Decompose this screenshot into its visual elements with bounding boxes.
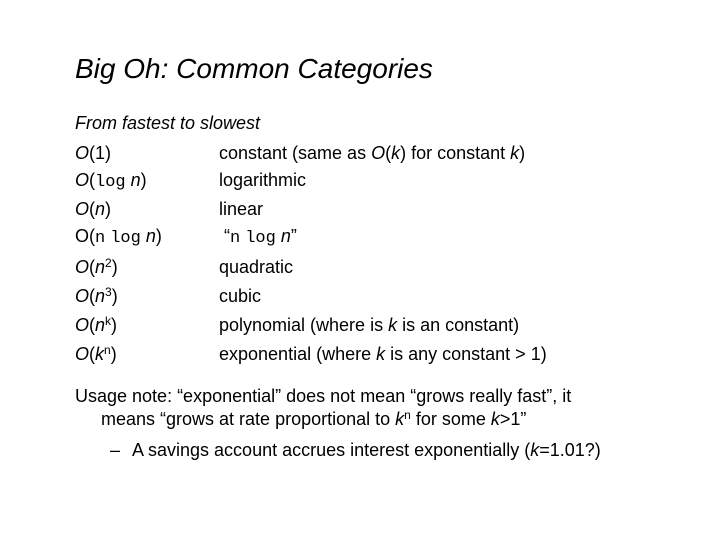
complexity-label: O(1) bbox=[75, 143, 112, 163]
complexity-label: O(log n) bbox=[75, 170, 147, 192]
subtitle: From fastest to slowest bbox=[75, 113, 261, 133]
complexity-label: $O(n^3)$ bbox=[75, 285, 118, 306]
complexity-description: constant (same as O(k) for constant k) bbox=[219, 143, 526, 163]
complexity-label: $O(n^k)$ bbox=[75, 314, 118, 335]
usage-note-line1: Usage note: “exponential” does not mean “grows really fast”, it bbox=[75, 386, 572, 406]
usage-note bbox=[75, 385, 695, 431]
complexity-description: quadratic bbox=[219, 257, 294, 277]
complexity-description: logarithmic bbox=[219, 170, 307, 190]
usage-note-line2: means “grows at rate proportional to $k^n$ for some k>1” bbox=[101, 408, 527, 429]
complexity-description: polynomial (where is k is an constant) bbox=[219, 315, 520, 335]
page-title: Big Oh: Common Categories bbox=[75, 53, 433, 84]
complexity-label: $O(k^n)$ bbox=[75, 343, 117, 364]
complexity-label: O(n) bbox=[75, 199, 112, 219]
dash-bullet: – bbox=[110, 440, 121, 460]
complexity-description: linear bbox=[219, 199, 264, 219]
complexity-description: “n log n” bbox=[224, 226, 297, 248]
complexity-label: $O(n^2)$ bbox=[75, 256, 118, 277]
complexity-label: O(n log n) bbox=[75, 226, 162, 248]
complexity-description: exponential (where k is any constant > 1) bbox=[219, 344, 547, 364]
sub-bullet: – A savings account accrues interest exponentially (k=1.01?) bbox=[110, 440, 601, 460]
complexity-description: cubic bbox=[219, 286, 262, 306]
